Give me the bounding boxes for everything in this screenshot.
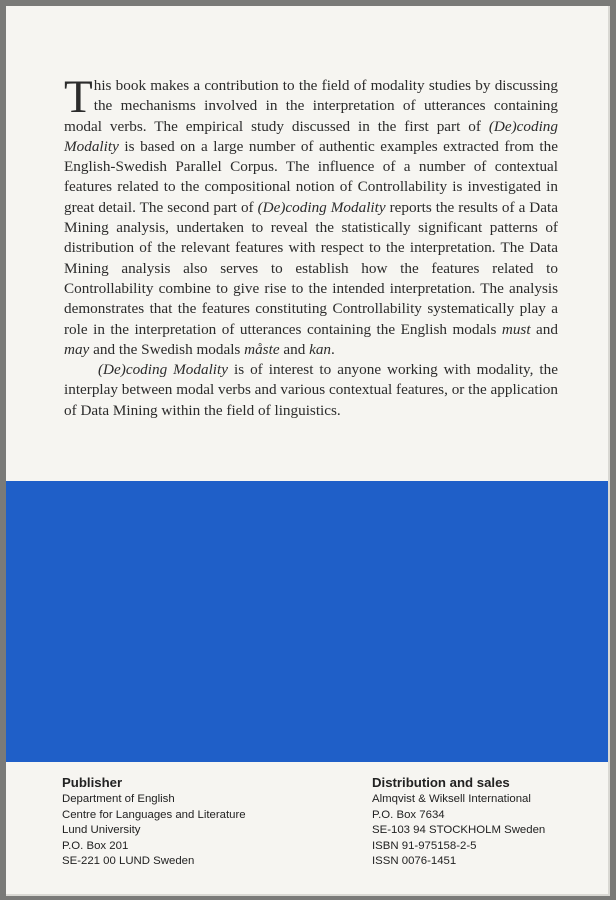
- text-run: reports the results of a Data Mining analysis, undertaken to reveal the statistically significant patterns of distribution of the relevant features with respect to the interpretation. The Data Mining analysis also serves to establish how the features related to Controllability combine to give rise to the intended interpretation. The analysis demonstrates that the features constituting Controllability systematically play a role in the interpretation of utterances containing the English modals: [64, 198, 558, 338]
- issn-line: ISSN 0076-1451: [372, 855, 457, 868]
- publisher-line: Centre for Languages and Literature: [62, 808, 246, 821]
- publisher-line: Department of English: [62, 793, 175, 805]
- distribution-block: [372, 774, 545, 870]
- text-run: is based on a large number of authentic examples extracted from the English-Swedish Parallel Corpus. The influence of a number of contextual features related to the compositional notion of Controllability is investigated in great detail. The second part of: [64, 137, 558, 216]
- publisher-line: SE-221 00 LUND Sweden: [62, 855, 195, 868]
- isbn-line: ISBN 91-975158-2-5: [372, 839, 477, 852]
- italic-title: (De)coding Modality: [257, 198, 386, 216]
- text-run: is of interest to anyone working with modality, the interplay between modal verbs and various contextual features, or the application of Data Mining within the field of linguistics.: [64, 361, 558, 419]
- publisher-block: [62, 774, 246, 870]
- italic-title: måste: [244, 340, 280, 358]
- blurb-paragraph-2: [64, 360, 558, 421]
- distribution-line: P.O. Box 7634: [372, 808, 445, 821]
- distribution-line: Almqvist & Wiksell International: [372, 793, 531, 805]
- publisher-heading: Publisher: [62, 775, 123, 790]
- text-run: and: [530, 320, 558, 338]
- publisher-line: Lund University: [62, 824, 141, 837]
- back-cover: [6, 6, 610, 896]
- italic-title: must: [501, 320, 531, 338]
- text-run: his book makes a contribution to the field of modality studies by discussing the mechanisms involved in the interpretation of utterances containing modal verbs. The empirical study discussed in the first part of: [64, 77, 558, 135]
- drop-cap: T: [64, 71, 93, 123]
- italic-title: may: [64, 340, 90, 358]
- distribution-line: SE-103 94 STOCKHOLM Sweden: [372, 824, 546, 837]
- blurb-paragraph-1: [64, 71, 558, 360]
- text-run: .: [331, 340, 335, 358]
- blue-band: [6, 481, 608, 762]
- distribution-heading: Distribution and sales: [372, 775, 510, 790]
- italic-title: (De)coding Modality: [98, 361, 228, 379]
- italic-title: kan: [309, 340, 332, 358]
- italic-title: (De)coding Modality: [64, 117, 558, 155]
- text-run: and: [279, 340, 310, 358]
- publisher-line: P.O. Box 201: [62, 839, 129, 852]
- blurb-text: [64, 71, 558, 421]
- text-run: and the Swedish modals: [89, 340, 245, 358]
